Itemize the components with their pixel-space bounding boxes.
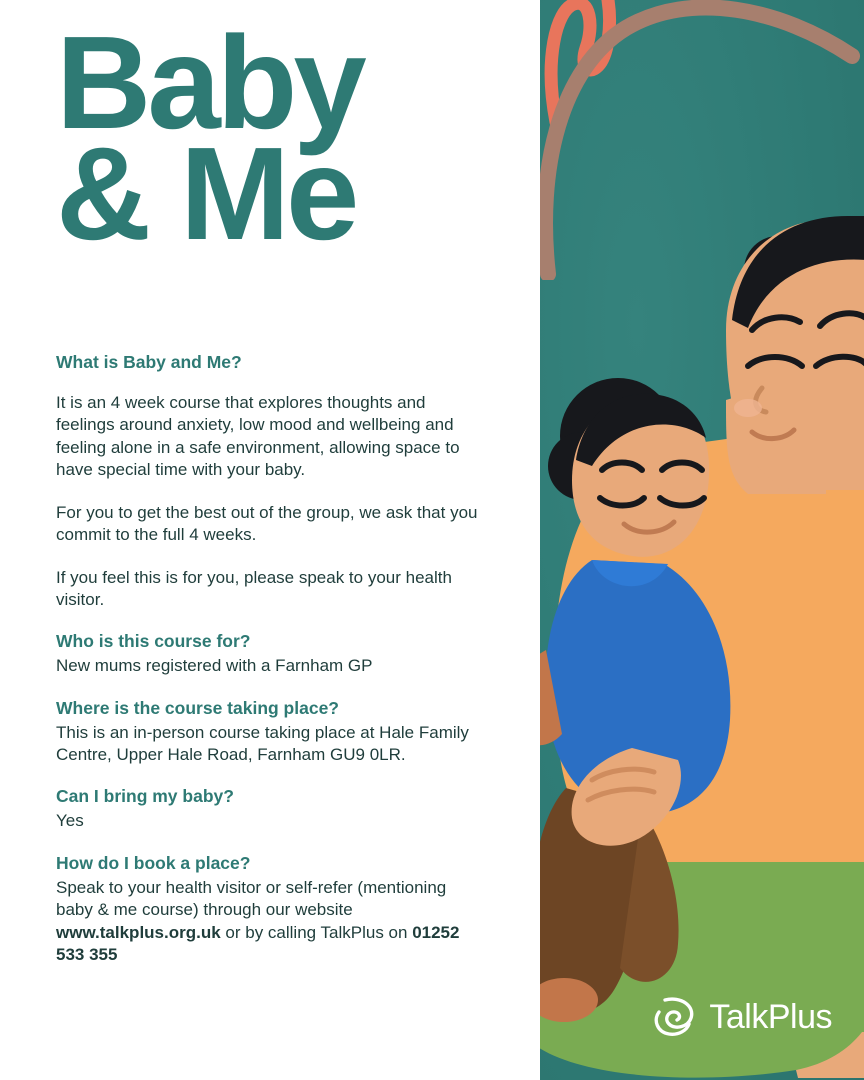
logo-text: TalkPlus	[709, 997, 832, 1036]
paragraph-audience: New mums registered with a Farnham GP	[56, 656, 373, 676]
spacer	[56, 833, 484, 853]
paragraph-course-description: It is an 4 week course that explores thoughts and feelings around anxiety, low mood and wellbeing and feeling alone in a safe environment, allowing space to have special time with your baby.	[56, 392, 460, 480]
phone-number[interactable]: 01252 533 355	[56, 922, 460, 964]
spacer	[56, 766, 484, 786]
paragraph-booking	[56, 877, 484, 967]
heading-who-is-this-course-for: Who is this course for?	[56, 631, 251, 652]
poster-body	[56, 352, 484, 966]
spacer	[56, 611, 484, 631]
title-line-1: Baby	[56, 9, 363, 156]
spacer	[56, 678, 484, 698]
paragraph-bring-baby-answer: Yes	[56, 811, 84, 831]
mother-and-child-illustration	[540, 120, 864, 1080]
website-link[interactable]: www.talkplus.org.uk	[56, 922, 221, 942]
heading-can-i-bring-my-baby: Can I bring my baby?	[56, 786, 234, 807]
page-title	[56, 9, 526, 267]
talkplus-logo	[651, 994, 832, 1040]
title-line-2: & Me	[56, 119, 356, 267]
booking-text-middle: or by calling TalkPlus on	[220, 922, 413, 942]
paragraph-location: This is an in-person course taking place at Hale Family Centre, Upper Hale Road, Farnham GU9 0LR.	[56, 722, 469, 764]
paragraph-commitment: For you to get the best out of the group, we ask that you commit to the full 4 weeks.	[56, 502, 478, 545]
spacer	[56, 482, 484, 502]
talkplus-swirl-icon	[651, 994, 703, 1040]
spacer	[56, 547, 484, 567]
paragraph-speak-to-health-visitor: If you feel this is for you, please speak to your health visitor.	[56, 567, 452, 609]
spacer	[56, 376, 484, 392]
heading-what-is-baby-and-me: What is Baby and Me?	[56, 352, 242, 372]
booking-text-prefix: Speak to your health visitor or self-refer (mentioning baby & me course) through our website	[56, 877, 447, 920]
heading-where-is-the-course-taking-place: Where is the course taking place?	[56, 697, 339, 718]
heading-how-do-i-book-a-place: How do I book a place?	[56, 852, 251, 873]
illustration-panel	[540, 0, 864, 1080]
